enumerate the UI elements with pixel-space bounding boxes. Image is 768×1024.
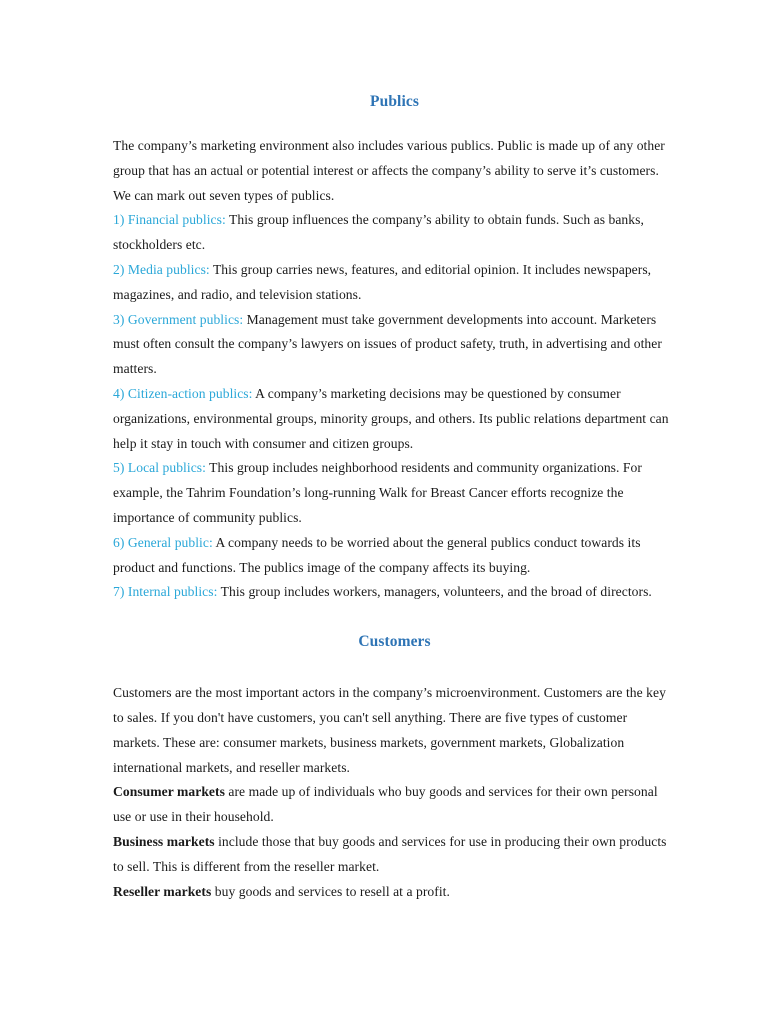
publics-item-label: 2) Media publics: (113, 261, 210, 277)
customers-item-term: Consumer markets (113, 784, 225, 800)
publics-item-citizen-action (113, 382, 676, 456)
customers-item-text: are made up of individuals who buy goods and services for their own personal use or use in their household. (113, 784, 658, 825)
customers-item-consumer-markets (113, 780, 676, 830)
publics-item-text: Management must take government developments into account. Marketers must often consult the company’s lawyers on issues of product safety, truth, in advertising and other matters. (113, 311, 662, 377)
publics-item-label: 1) Financial publics: (113, 212, 226, 228)
publics-heading: Publics (370, 93, 419, 110)
publics-item-government (113, 308, 676, 382)
customers-item-term: Business markets (113, 833, 215, 849)
publics-item-text: This group includes neighborhood residents and community organizations. For example, the Tahrim Foundation’s long-running Walk for Breast Cancer efforts recognize the importance of community publics. (113, 460, 642, 525)
publics-item-text: A company’s marketing decisions may be questioned by consumer organizations, environmental groups, minority groups, and others. Its public relations department can help it stay in touch with consumer and citizen groups. (113, 385, 669, 451)
customers-item-reseller-markets (113, 880, 676, 905)
publics-item-general (113, 531, 676, 581)
publics-item-media (113, 258, 676, 308)
publics-item-label: 7) Internal publics: (113, 584, 218, 600)
customers-item-business-markets (113, 830, 676, 880)
customers-item-term: Reseller markets (113, 883, 212, 899)
publics-item-text: This group includes workers, managers, volunteers, and the broad of directors. (217, 584, 652, 600)
customers-intro: Customers are the most important actors in the company’s microenvironment. Customers are the key to sales. If you don't have customers, you can't sell anything. There are five types of customer markets. These are: consumer markets, business markets, government markets, Globalization international markets, and reseller markets. (113, 685, 666, 775)
publics-item-label: 5) Local publics: (113, 460, 206, 476)
publics-item-label: 6) General public: (113, 534, 213, 550)
publics-item-local (113, 456, 676, 530)
publics-item-text: This group influences the company’s ability to obtain funds. Such as banks, stockholders etc. (113, 212, 644, 253)
customers-item-text: buy goods and services to resell at a profit. (211, 883, 450, 899)
publics-intro: The company’s marketing environment also includes various publics. Public is made up of any other group that has an actual or potential interest or affects the company’s ability to serve it’s customers. We can mark out seven types of publics. (113, 138, 665, 203)
customers-item-text: include those that buy goods and services for use in producing their own products to sell. This is different from the reseller market. (113, 833, 667, 874)
publics-item-text: A company needs to be worried about the general publics conduct towards its product and functions. The publics image of the company affects its buying. (113, 534, 641, 575)
publics-item-text: This group carries news, features, and editorial opinion. It includes newspapers, magazines, and radio, and television stations. (113, 261, 652, 302)
publics-item-internal (113, 580, 676, 605)
publics-item-financial (113, 208, 676, 258)
publics-item-label: 3) Government publics: (113, 311, 244, 327)
customers-heading: Customers (358, 633, 431, 651)
publics-item-label: 4) Citizen-action publics: (113, 385, 253, 401)
